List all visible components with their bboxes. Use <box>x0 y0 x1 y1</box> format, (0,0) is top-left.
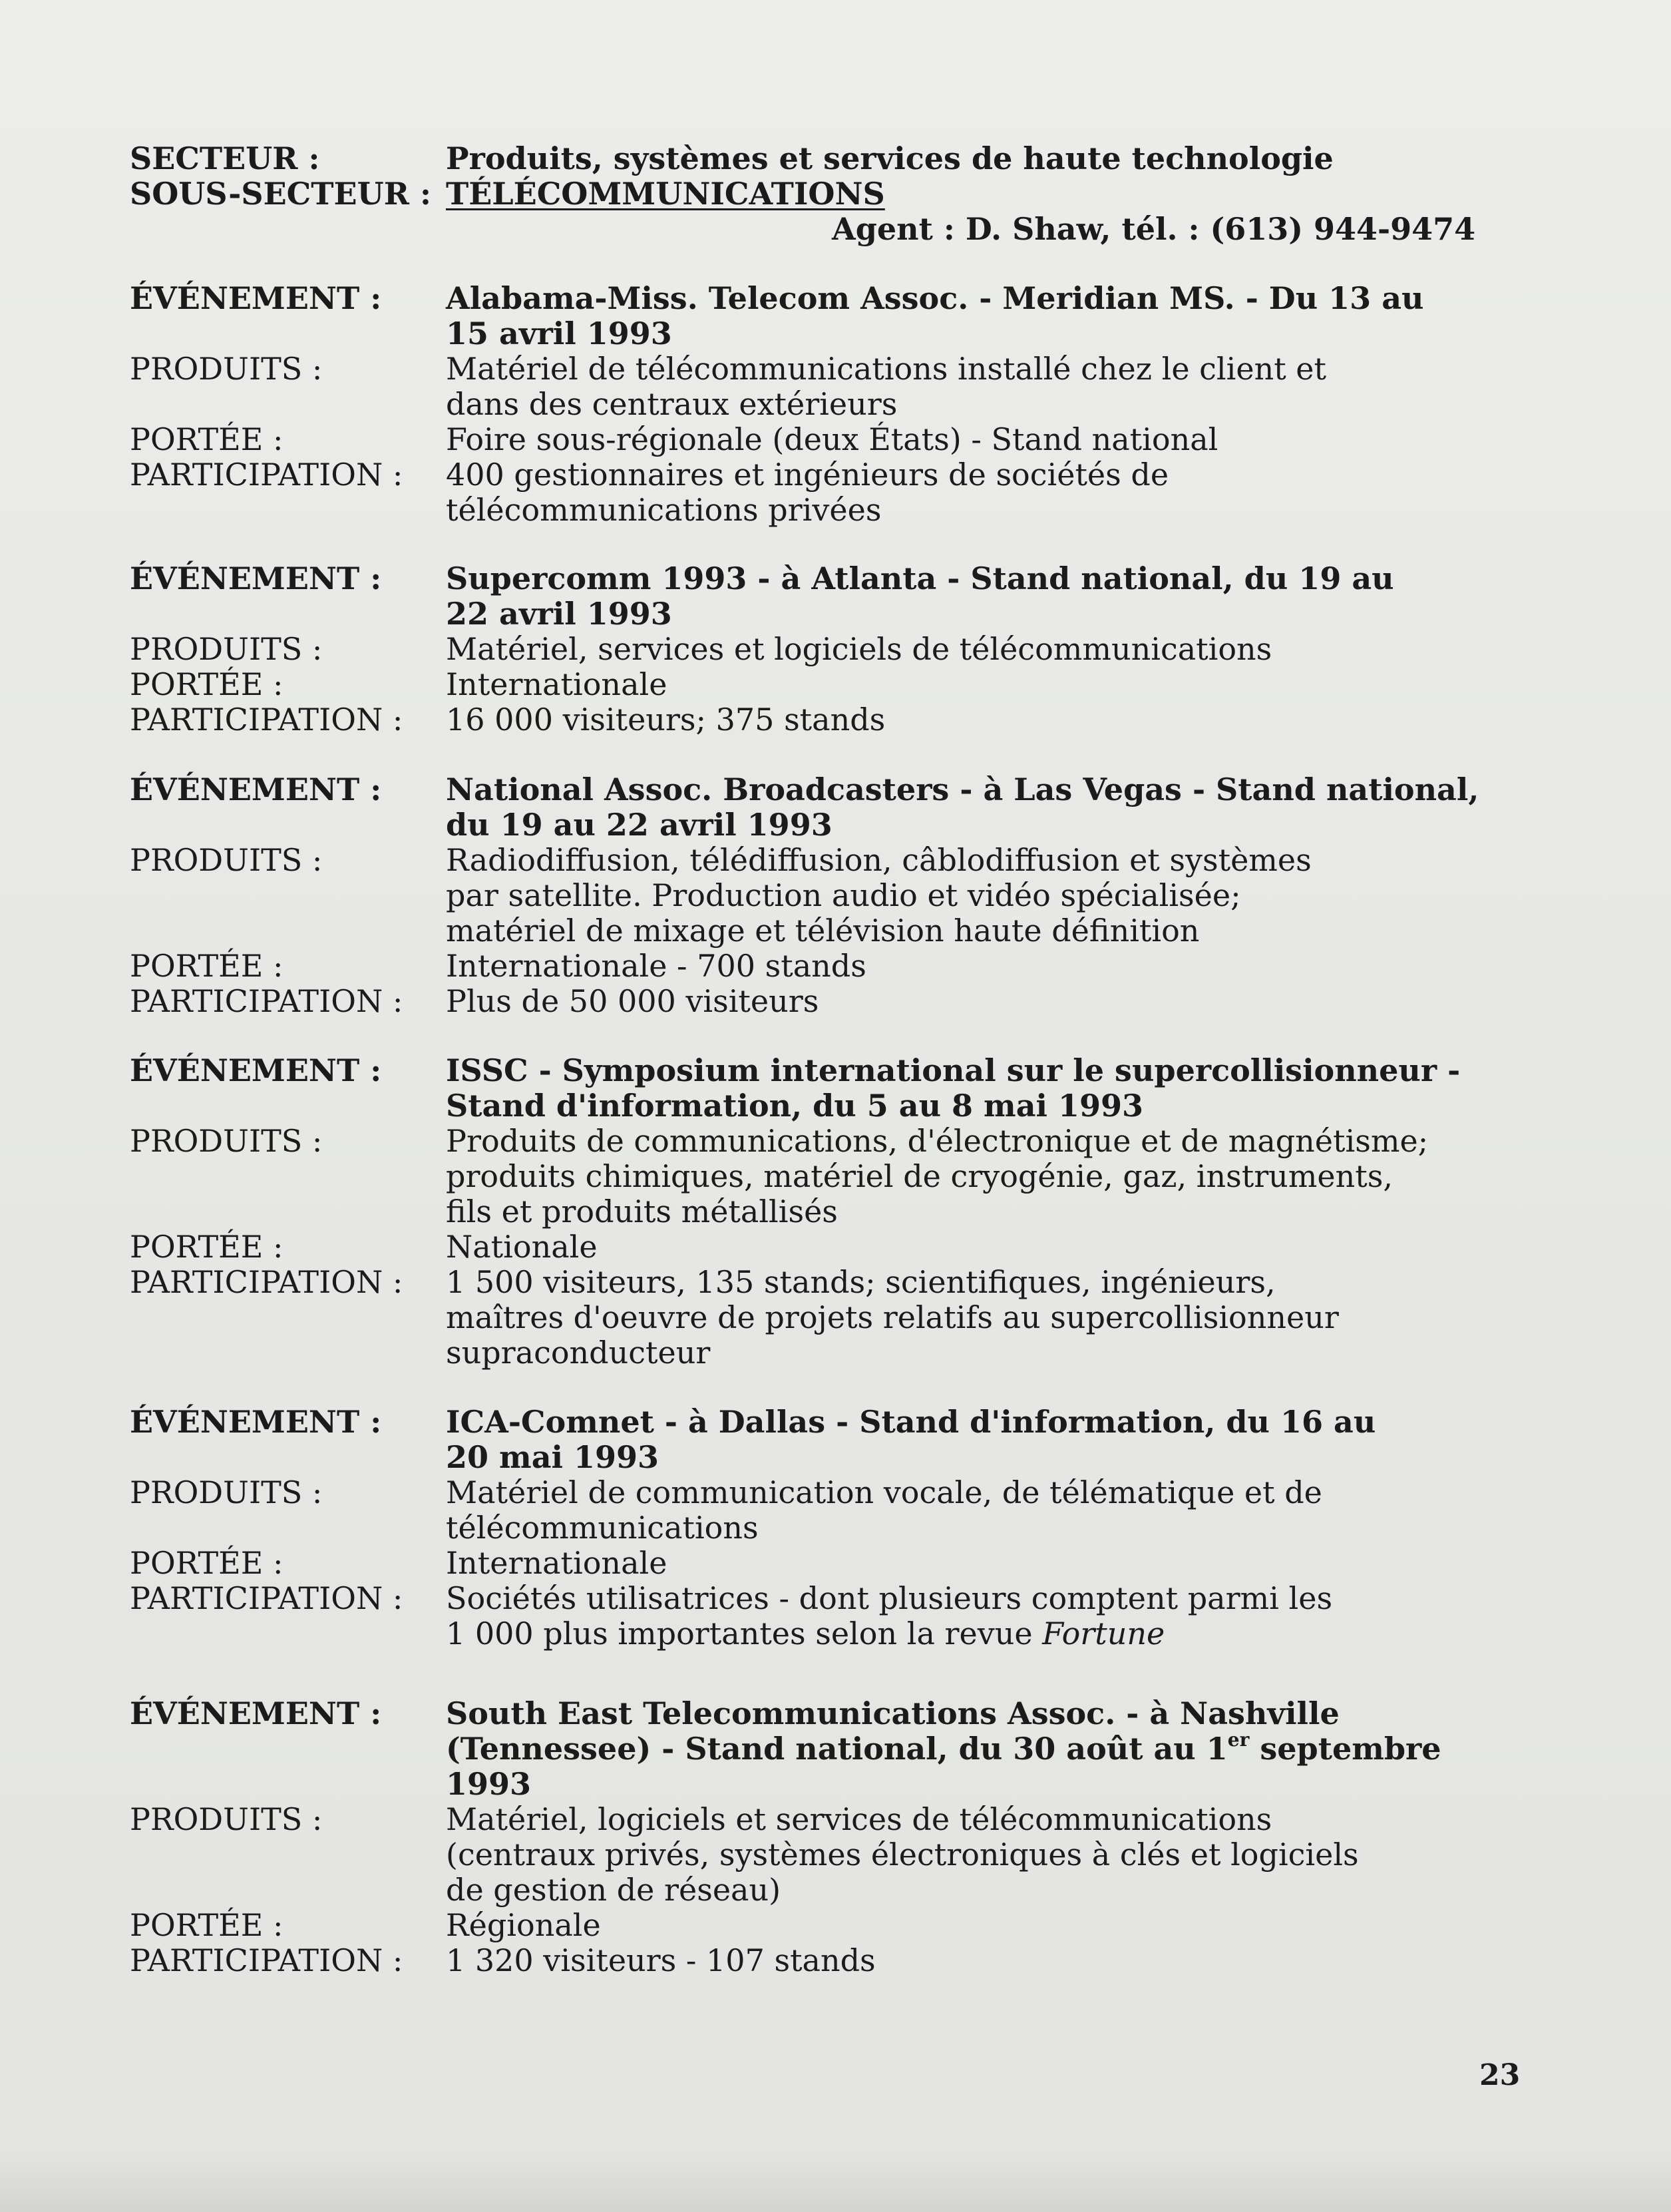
evenement-line: Alabama-Miss. Telecom Assoc. - Meridian MS. - Du 13 au <box>446 280 1424 316</box>
produits-row <box>130 632 1541 667</box>
produits-label: PRODUITS : <box>130 1123 323 1159</box>
event-row <box>130 1405 1541 1475</box>
participation-label: PARTICIPATION : <box>130 457 403 493</box>
event-block <box>130 1696 1541 1978</box>
portee-line: Internationale <box>446 666 667 702</box>
produits-line: Produits de communications, d'électronique et de magnétisme; <box>446 1123 1429 1159</box>
evenement-label: ÉVÉNEMENT : <box>130 280 382 316</box>
participation-line: 1 500 visiteurs, 135 stands; scientifiques, ingénieurs, <box>446 1264 1276 1300</box>
participation-line <box>446 1616 1541 1652</box>
produits-line: (centraux privés, systèmes électroniques à clés et logiciels <box>446 1837 1359 1873</box>
participation-row <box>130 1265 1541 1371</box>
portee-row <box>130 1908 1541 1943</box>
produits-label: PRODUITS : <box>130 1474 323 1510</box>
portee-line: Internationale - 700 stands <box>446 948 866 984</box>
evenement-line: ICA-Comnet - à Dallas - Stand d'information, du 16 au <box>446 1404 1376 1440</box>
evenement-label: ÉVÉNEMENT : <box>130 1404 382 1440</box>
portee-label: PORTÉE : <box>130 421 283 457</box>
produits-line: dans des centraux extérieurs <box>446 386 898 422</box>
produits-row <box>130 843 1541 949</box>
participation-line: 400 gestionnaires et ingénieurs de sociétés de <box>446 457 1169 493</box>
portee-row <box>130 1546 1541 1581</box>
event-block <box>130 1405 1541 1652</box>
evenement-line: ISSC - Symposium international sur le supercollisionneur - <box>446 1052 1461 1088</box>
event-block <box>130 772 1541 1019</box>
page-bottom-shadow <box>0 2152 1671 2212</box>
portee-line: Nationale <box>446 1229 598 1265</box>
ordinal-superscript: er <box>1227 1728 1250 1751</box>
evenement-line: Stand d'information, du 5 au 8 mai 1993 <box>446 1088 1144 1124</box>
produits-label: PRODUITS : <box>130 1801 323 1837</box>
participation-row <box>130 457 1541 528</box>
produits-row <box>130 1475 1541 1546</box>
participation-line: télécommunications privées <box>446 492 882 528</box>
sous-secteur-label: SOUS-SECTEUR : <box>130 176 431 212</box>
sous-secteur-row <box>130 176 1527 212</box>
participation-row <box>130 1943 1541 1978</box>
participation-label: PARTICIPATION : <box>130 1264 403 1300</box>
evenement-line: 20 mai 1993 <box>446 1439 659 1475</box>
evenement-label: ÉVÉNEMENT : <box>130 560 382 596</box>
produits-label: PRODUITS : <box>130 351 323 387</box>
event-row <box>130 772 1541 843</box>
evenement-label: ÉVÉNEMENT : <box>130 1695 382 1731</box>
produits-line: produits chimiques, matériel de cryogénie, gaz, instruments, <box>446 1158 1393 1194</box>
produits-line: Matériel, services et logiciels de télécommunications <box>446 631 1272 667</box>
portee-row <box>130 1229 1541 1265</box>
event-row <box>130 561 1541 632</box>
portee-label: PORTÉE : <box>130 1545 283 1581</box>
secteur-row <box>130 141 1527 176</box>
participation-label: PARTICIPATION : <box>130 1942 403 1978</box>
secteur-value: Produits, systèmes et services de haute technologie <box>446 140 1334 176</box>
evenement-label: ÉVÉNEMENT : <box>130 1052 382 1088</box>
produits-line: matériel de mixage et télévision haute définition <box>446 913 1200 949</box>
produits-line: de gestion de réseau) <box>446 1872 781 1908</box>
participation-line: Plus de 50 000 visiteurs <box>446 983 819 1019</box>
portee-line: Foire sous-régionale (deux États) - Stand national <box>446 421 1218 457</box>
page-number: 23 <box>1479 2058 1521 2092</box>
portee-label: PORTÉE : <box>130 948 283 984</box>
participation-line: 1 320 visiteurs - 107 stands <box>446 1942 876 1978</box>
participation-text: 1 000 plus importantes selon la revue <box>446 1616 1043 1652</box>
produits-line: par satellite. Production audio et vidéo spécialisée; <box>446 877 1241 913</box>
sector-header <box>130 141 1527 212</box>
event-block <box>130 1053 1541 1371</box>
evenement-line <box>446 1728 1541 1767</box>
produits-line: Radiodiffusion, télédiffusion, câblodiffusion et systèmes <box>446 842 1312 878</box>
participation-line: Sociétés utilisatrices - dont plusieurs comptent parmi les <box>446 1580 1333 1616</box>
portee-row <box>130 949 1541 984</box>
produits-label: PRODUITS : <box>130 631 323 667</box>
sous-secteur-value: TÉLÉCOMMUNICATIONS <box>446 176 885 212</box>
agent-contact: Agent : D. Shaw, tél. : (613) 944-9474 <box>832 211 1476 247</box>
evenement-line: South East Telecommunications Assoc. - à Nashville <box>446 1695 1340 1731</box>
evenement-text: septembre <box>1249 1731 1441 1767</box>
produits-line: télécommunications <box>446 1510 759 1546</box>
secteur-label: SECTEUR : <box>130 140 320 176</box>
evenement-text: (Tennessee) - Stand national, du 30 août au 1 <box>446 1731 1228 1767</box>
event-row <box>130 1053 1541 1124</box>
evenement-line: 15 avril 1993 <box>446 316 672 351</box>
produits-line: Matériel, logiciels et services de télécommunications <box>446 1801 1272 1837</box>
produits-line: Matériel de télécommunications installé chez le client et <box>446 351 1327 387</box>
participation-row <box>130 702 1541 738</box>
portee-label: PORTÉE : <box>130 666 283 702</box>
produits-row <box>130 351 1541 422</box>
produits-line: Matériel de communication vocale, de télématique et de <box>446 1474 1322 1510</box>
portee-label: PORTÉE : <box>130 1229 283 1265</box>
participation-row <box>130 984 1541 1019</box>
event-block <box>130 561 1541 738</box>
produits-label: PRODUITS : <box>130 842 323 878</box>
portee-line: Internationale <box>446 1545 667 1581</box>
produits-row <box>130 1802 1541 1908</box>
portee-line: Régionale <box>446 1907 601 1943</box>
participation-line: 16 000 visiteurs; 375 stands <box>446 702 886 738</box>
participation-label: PARTICIPATION : <box>130 1580 403 1616</box>
participation-line: maîtres d'oeuvre de projets relatifs au supercollisionneur <box>446 1299 1339 1335</box>
fortune-italic: Fortune <box>1042 1616 1165 1652</box>
portee-row <box>130 667 1541 702</box>
participation-line: supraconducteur <box>446 1335 711 1371</box>
produits-row <box>130 1124 1541 1229</box>
evenement-line: Supercomm 1993 - à Atlanta - Stand national, du 19 au <box>446 560 1394 596</box>
event-row <box>130 1696 1541 1802</box>
evenement-line: 1993 <box>446 1766 532 1802</box>
portee-label: PORTÉE : <box>130 1907 283 1943</box>
evenement-line: 22 avril 1993 <box>446 596 672 632</box>
portee-row <box>130 422 1541 457</box>
evenement-line: du 19 au 22 avril 1993 <box>446 807 833 843</box>
produits-line: fils et produits métallisés <box>446 1194 838 1229</box>
participation-label: PARTICIPATION : <box>130 702 403 738</box>
participation-row <box>130 1581 1541 1652</box>
evenement-line: National Assoc. Broadcasters - à Las Vegas - Stand national, <box>446 772 1479 807</box>
event-row <box>130 281 1541 351</box>
evenement-label: ÉVÉNEMENT : <box>130 772 382 807</box>
participation-label: PARTICIPATION : <box>130 983 403 1019</box>
event-block <box>130 281 1541 528</box>
